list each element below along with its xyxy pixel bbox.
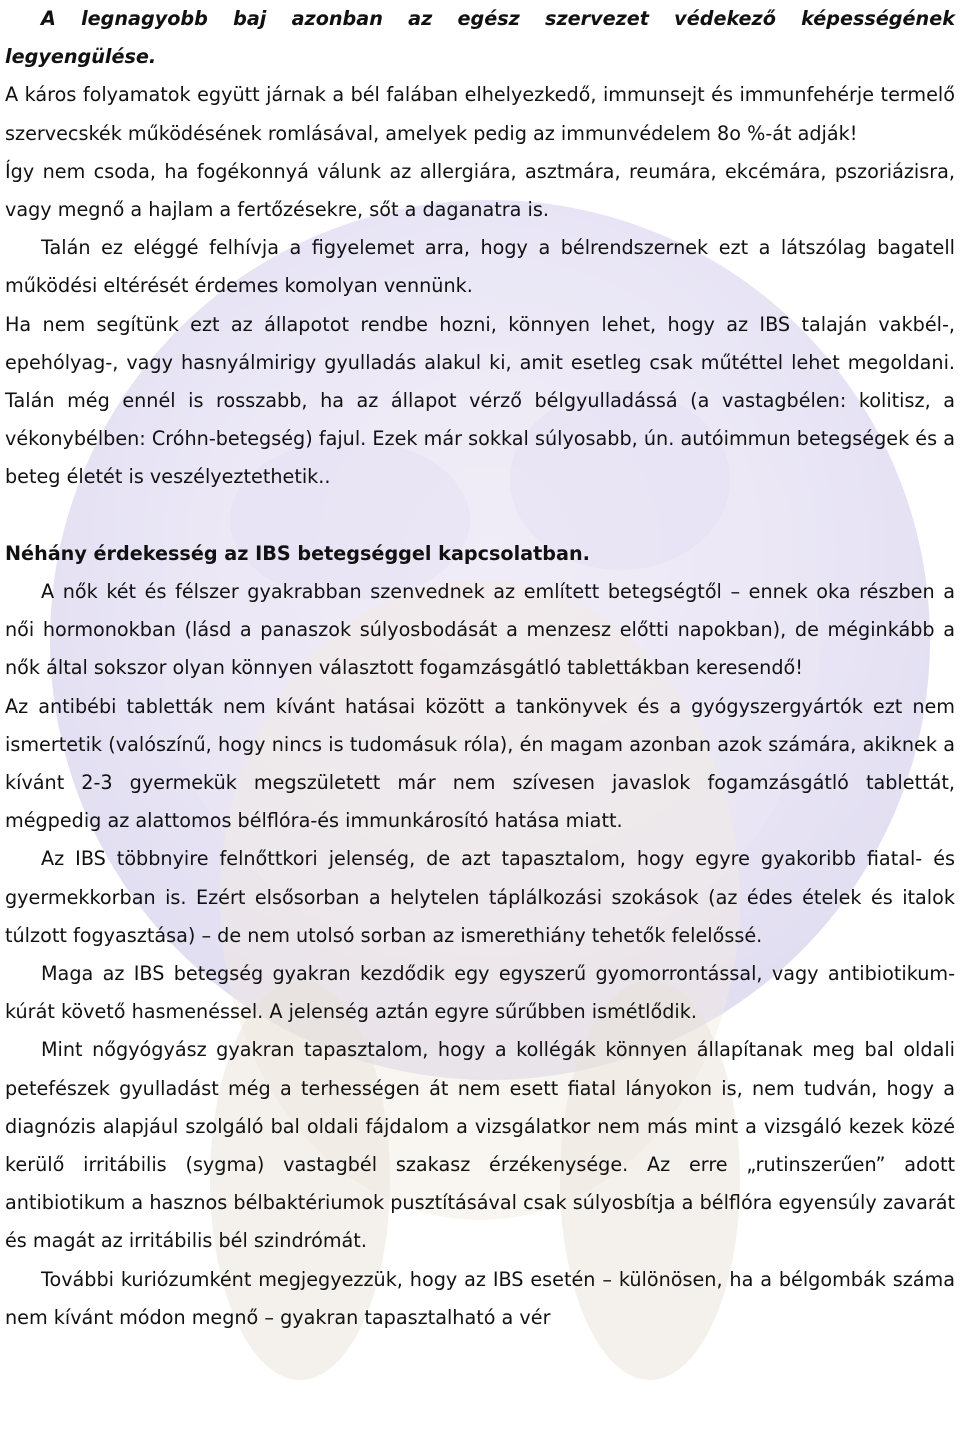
- paragraph: További kuriózumként megjegyezzük, hogy az IBS esetén – különösen, ha a bélgombák száma nem kívánt módon megnő – gyakran tapasztalható a vér: [5, 1267, 955, 1329]
- paragraph: Így nem csoda, ha fogékonnyá válunk az allergiára, asztmára, reumára, ekcémára, pszoriázisra, vagy megnő a hajlam a fertőzésekre, sőt a daganatra is.: [5, 159, 955, 222]
- intro-emphasis: A legnagyobb baj azonban az egész szervezet védekező képességének legyengülése.: [5, 7, 955, 69]
- paragraph: A káros folyamatok együtt járnak a bél falában elhelyezkedő, immunsejt és immunfehérje termelő szervecskék működésének romlásával, amelyek pedig az immunvédelem 8o %-át adják!: [5, 83, 955, 145]
- paragraph: Az IBS többnyire felnőttkori jelenség, de azt tapasztalom, hogy egyre gyakoribb fiatal- és gyermekkorban is. Ezért elsősorban a helytelen táplálkozási szokások (az édes ételek és italok túlzott fogyasztása) – de nem utolsó sorban az ismerethiány tehetők felelőssé.: [5, 847, 955, 947]
- paragraph: Maga az IBS betegség gyakran kezdődik egy egyszerű gyomorrontással, vagy antibiotikum-kúrát követő hasmenéssel. A jelenség aztán egyre sűrűbben ismétlődik.: [5, 962, 955, 1024]
- paragraph: Mint nőgyógyász gyakran tapasztalom, hogy a kollégák könnyen állapítanak meg bal oldali petefészek gyulladást még a terhességen át nem esett fiatal lányokon is, nem tudván, hogy a diagnózis alapjául szolgáló bal oldali fájdalom a vizsgálatkor nem más mint a vizsgáló kezek közé kerülő irritábilis (sygma) vastagbél szakasz érzékenysége. Az erre „rutinszerűen” adott antibiotikum a hasznos bélbaktériumok pusztításával csak súlyosbítja a bélflóra egyensúly zavarát és magát az irritábilis bél szindrómát.: [5, 1038, 955, 1253]
- paragraph: A nők két és félszer gyakrabban szenvednek az említett betegségtől – ennek oka részben a női hormonokban (lásd a panaszok súlyosbodását a menzesz előtti napokban), de méginkább a nők által sokszor olyan könnyen választott fogamzásgátló tablettákban keresendő!: [5, 580, 955, 680]
- paragraph: Talán ez eléggé felhívja a figyelemet arra, hogy a bélrendszernek ezt a látszólag bagatell működési eltérését érdemes komolyan vennünk.: [5, 236, 955, 298]
- section-heading: Néhány érdekesség az IBS betegséggel kapcsolatban.: [5, 541, 590, 565]
- paragraph: Az antibébi tabletták nem kívánt hatásai között a tankönyvek és a gyógyszergyártók ezt nem ismertetik (valószínű, hogy nincs is tudomásuk róla), én magam azonban azok számára, akiknek a kívánt 2-3 gyermekük megszületett már nem szívesen javaslok fogamzásgátló tablettát, mégpedig az alattomos bélflóra-és immunkárosító hatása miatt.: [5, 694, 955, 833]
- paragraph: Ha nem segítünk ezt az állapotot rendbe hozni, könnyen lehet, hogy az IBS talaján vakbél-, epehólyag-, vagy hasnyálmirigy gyulladás alakul ki, amit esetleg csak műtéttel lehet megoldani. Talán még ennél is rosszabb, ha az állapot vérző bélgyulladássá (a vastagbélen: kolitisz, a vékonybélben: Cróhn-betegség) fajul. Ezek már sokkal súlyosabb, ún. autóimmun betegségek és a beteg életét is veszélyeztethetik..: [5, 312, 955, 489]
